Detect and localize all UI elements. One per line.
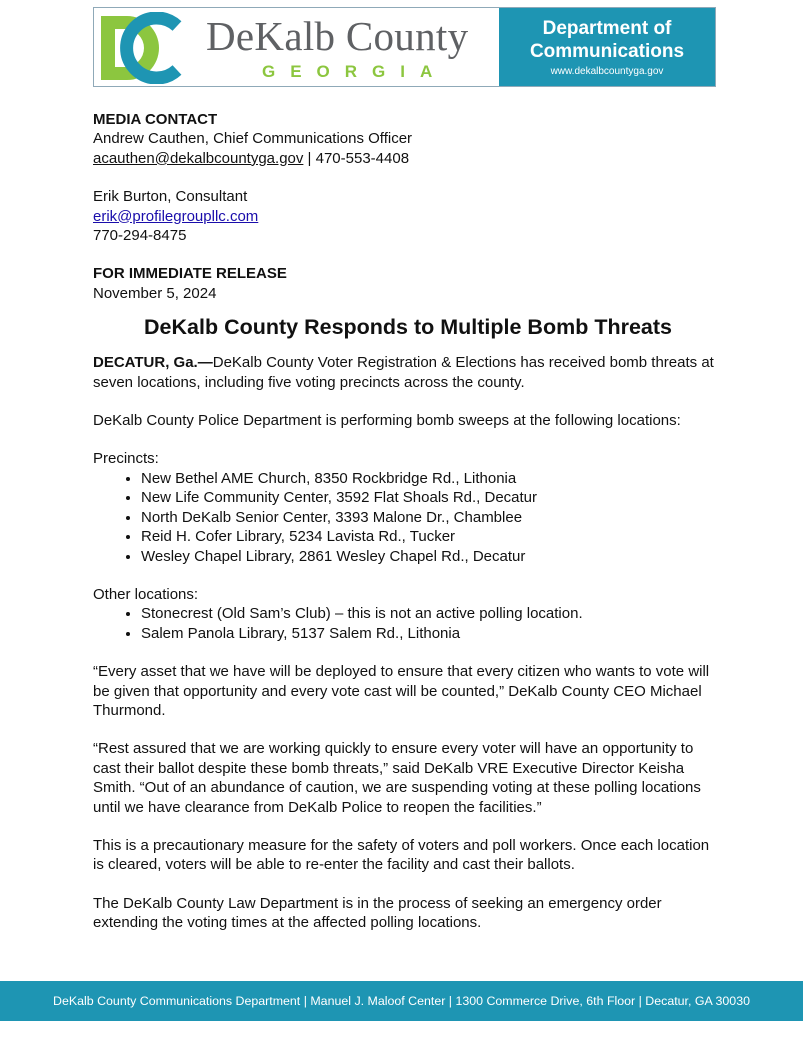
other-locations-list [93, 604, 723, 643]
press-release [93, 110, 723, 933]
lead-text: DeKalb County Voter Registration & Elections has received bomb threats at seven locations, including five voting precincts across the county. [93, 354, 714, 391]
contact1-email-link[interactable]: acauthen@dekalbcountyga.gov [93, 149, 304, 167]
dc-logo-icon [97, 12, 185, 84]
contact1-name: Andrew Cauthen, Chief Communications Officer [93, 130, 413, 148]
ceo-quote: “Every asset that we have will be deployed to ensure that every citizen who wants to vote will be given that opportunity and every vote cast will be counted,” DeKalb County CEO Michael Thurmond. [93, 663, 710, 719]
list-item: • Wesley Chapel Library, 2861 Wesley Chapel Rd., Decatur [141, 547, 723, 566]
contact1-line [93, 149, 723, 168]
law-department-paragraph: The DeKalb County Law Department is in the process of seeking an emergency order extending the voting times at the affected polling locations. [93, 894, 662, 932]
headline: DeKalb County Responds to Multiple Bomb Threats [144, 315, 672, 340]
precaution-paragraph: This is a precautionary measure for the safety of voters and poll workers. Once each location is cleared, voters will be able to re-enter the facility and cast their ballots. [93, 836, 710, 874]
list-item: • Stonecrest (Old Sam’s Club) – this is not an active polling location. [141, 604, 723, 623]
contact2-name: Erik Burton, Consultant [93, 188, 248, 206]
county-logo-block [94, 8, 499, 86]
dateline: DECATUR, Ga.— [93, 354, 213, 372]
list-item: • New Bethel AME Church, 8350 Rockbridge Rd., Lithonia [141, 469, 723, 488]
precincts-list [93, 469, 723, 566]
county-name: DeKalb County [206, 13, 469, 59]
department-website: www.dekalbcountyga.gov [550, 66, 664, 77]
contact2-email-link[interactable]: erik@profilegroupllc.com [93, 207, 259, 225]
footer-bar [0, 981, 803, 1021]
precincts-label: Precincts: [93, 450, 159, 468]
lead-paragraph [93, 353, 723, 392]
list-item: • Reid H. Cofer Library, 5234 Lavista Rd., Tucker [141, 527, 723, 546]
list-item: • North DeKalb Senior Center, 3393 Malone Dr., Chamblee [141, 508, 723, 527]
contact1-phone: 470-553-4408 [315, 149, 410, 167]
department-block [499, 8, 715, 86]
other-locations-label: Other locations: [93, 585, 199, 603]
release-heading: FOR IMMEDIATE RELEASE [93, 265, 287, 283]
sweeps-paragraph: DeKalb County Police Department is performing bomb sweeps at the following locations: [93, 412, 681, 430]
footer-address: DeKalb County Communications Department | Manuel J. Maloof Center | 1300 Commerce Drive, 6th Floor | Decatur, GA 30030 [53, 994, 750, 1008]
media-contact-heading: MEDIA CONTACT [93, 111, 218, 128]
department-title-line1: Department of [542, 18, 672, 39]
contact1-separator: | [303, 149, 316, 167]
header-banner [93, 7, 716, 87]
list-item: • New Life Community Center, 3592 Flat Shoals Rd., Decatur [141, 488, 723, 507]
department-title-line2: Communications [529, 41, 685, 62]
list-item: • Salem Panola Library, 5137 Salem Rd., Lithonia [141, 624, 723, 643]
director-quote: “Rest assured that we are working quickly to ensure every voter will have an opportunity to cast their ballot despite these bomb threats,” said DeKalb VRE Executive Director Keisha Smith. “Out of an abundance of caution, we are suspending voting at these polling locations until we have clearance from DeKalb Police to reopen the facilities.” [93, 740, 701, 816]
release-date: November 5, 2024 [93, 284, 217, 302]
contact2-phone: 770-294-8475 [93, 227, 187, 245]
state-name: GEORGIA [262, 62, 448, 81]
